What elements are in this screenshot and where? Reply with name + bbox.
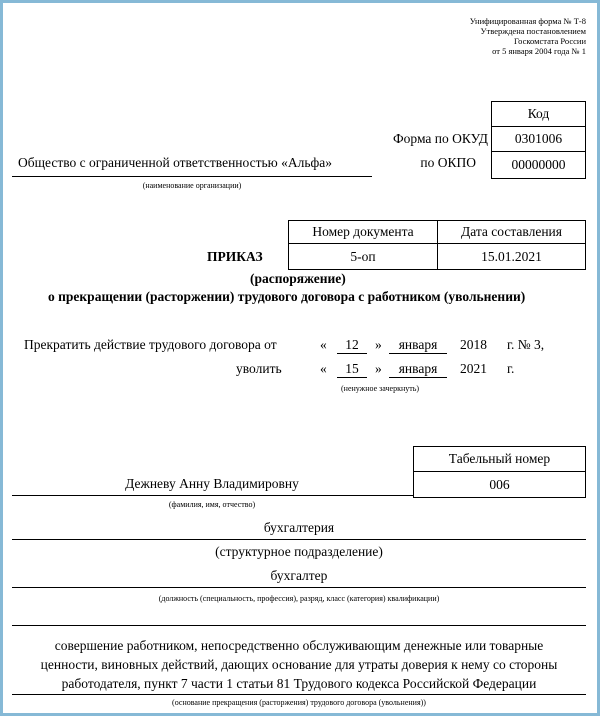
code-header-cell: Код bbox=[491, 101, 586, 127]
form-header-line-4: от 5 января 2004 года № 1 bbox=[492, 46, 586, 56]
form-header bbox=[470, 16, 586, 56]
dismiss-day: 15 bbox=[345, 361, 359, 376]
open-quote-2: « bbox=[320, 361, 327, 376]
contract-number: г. № 3, bbox=[507, 337, 545, 352]
doc-number-header: Номер документа bbox=[288, 220, 438, 244]
organization-underline bbox=[12, 176, 372, 177]
department-caption: (структурное подразделение) bbox=[215, 544, 383, 559]
close-quote-1: » bbox=[375, 337, 382, 352]
tab-number-value: 006 bbox=[413, 471, 586, 498]
position-underline bbox=[12, 587, 586, 588]
tab-number-header: Табельный номер bbox=[413, 446, 586, 472]
dismiss-year-suffix: г. bbox=[507, 361, 515, 376]
close-quote-2: » bbox=[375, 361, 382, 376]
okpo-code-cell: 00000000 bbox=[491, 151, 586, 179]
contract-month-underline bbox=[389, 353, 447, 354]
position-value: бухгалтер bbox=[270, 568, 328, 583]
doc-number-value: 5-оп bbox=[288, 243, 438, 270]
dismiss-label: уволить bbox=[236, 361, 282, 376]
okud-code-cell: 0301006 bbox=[491, 126, 586, 152]
dismiss-month-underline bbox=[389, 377, 447, 378]
position-caption: (должность (специальность, профессия), разряд, класс (категория) квалификации) bbox=[158, 594, 440, 603]
employee-name: Дежневу Анну Владимировну bbox=[125, 476, 299, 491]
contract-day: 12 bbox=[345, 337, 359, 352]
grounds-underline bbox=[12, 694, 586, 695]
terminate-label: Прекратить действие трудового договора от bbox=[24, 337, 277, 352]
order-description: о прекращении (расторжении) трудового договора с работником (увольнении) bbox=[48, 289, 526, 304]
department-underline bbox=[12, 539, 586, 540]
doc-date-header: Дата составления bbox=[437, 220, 586, 244]
dismiss-day-underline bbox=[337, 377, 367, 378]
dismiss-month: января bbox=[398, 361, 438, 376]
grounds-caption: (основание прекращения (расторжения) трудового договора (увольнения)) bbox=[172, 698, 426, 707]
okud-label: Форма по ОКУД bbox=[392, 131, 488, 146]
form-header-line-2: Утверждена постановлением bbox=[480, 26, 586, 36]
open-quote-1: « bbox=[320, 337, 327, 352]
dismiss-note: (ненужное зачеркнуть) bbox=[341, 384, 420, 393]
doc-date-value: 15.01.2021 bbox=[437, 243, 586, 270]
grounds-line-1: совершение работником, непосредственно обслуживающим денежные или товарные bbox=[54, 638, 544, 653]
grounds-line-2: ценности, виновных действий, дающих основание для утраты доверия к нему со стороны bbox=[40, 657, 558, 672]
order-title: ПРИКАЗ bbox=[207, 249, 263, 264]
organization-caption: (наименование организации) bbox=[142, 181, 242, 190]
dismiss-year: 2021 bbox=[460, 361, 487, 376]
contract-day-underline bbox=[337, 353, 367, 354]
contract-year: 2018 bbox=[460, 337, 487, 352]
employee-name-caption: (фамилия, имя, отчество) bbox=[168, 500, 256, 509]
form-header-line-1: Унифицированная форма № Т-8 bbox=[469, 16, 586, 26]
department-value: бухгалтерия bbox=[263, 520, 335, 535]
grounds-text bbox=[12, 636, 586, 693]
separator-line bbox=[12, 625, 586, 626]
order-subtitle: (распоряжение) bbox=[250, 271, 346, 286]
employee-name-underline bbox=[12, 495, 413, 496]
form-header-line-3: Госкомстата России bbox=[513, 36, 586, 46]
organization-name: Общество с ограниченной ответственностью «Альфа» bbox=[18, 155, 332, 170]
contract-month: января bbox=[398, 337, 438, 352]
okpo-label: по ОКПО bbox=[420, 155, 476, 170]
grounds-line-3: работодателя, пункт 7 части 1 статьи 81 Трудового кодекса Российской Федерации bbox=[61, 676, 537, 691]
